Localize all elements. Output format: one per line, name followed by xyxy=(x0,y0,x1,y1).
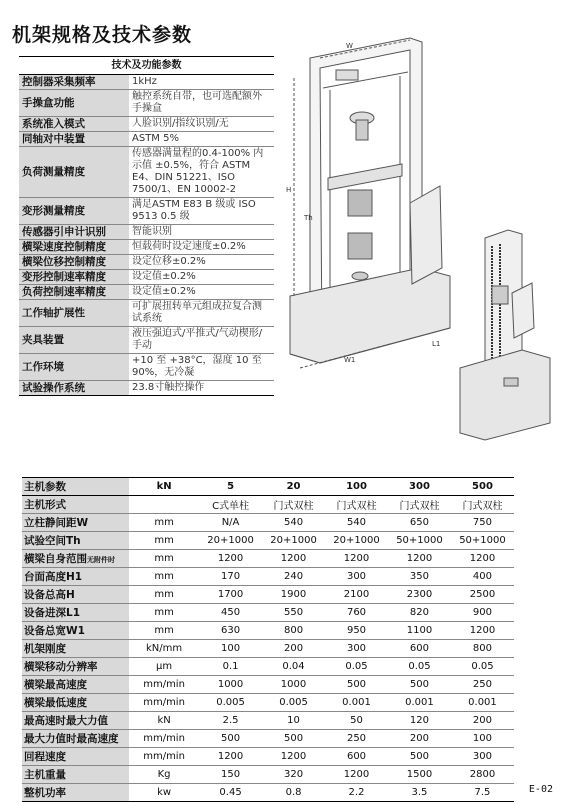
params-label xyxy=(22,496,129,514)
spec-row xyxy=(19,132,274,147)
params-unit: mm/min xyxy=(129,676,199,694)
page-number: E-02 xyxy=(528,784,553,795)
params-label-text: 台面高度H1 xyxy=(24,571,83,583)
spec-value: +10 至 +38°C，湿度 10 至 90%，无冷凝 xyxy=(129,354,274,381)
params-label xyxy=(22,640,129,658)
spec-row xyxy=(19,354,274,381)
params-value: 650 xyxy=(388,514,451,532)
params-label-note: 无附件时 xyxy=(87,556,115,564)
spec-value: 设定值±0.2% xyxy=(129,270,274,285)
params-label-text: 横梁自身范围 xyxy=(24,553,87,565)
params-value: 500 xyxy=(388,676,451,694)
params-unit: mm xyxy=(129,514,199,532)
params-value: 550 xyxy=(262,604,325,622)
params-value: 门式双柱 xyxy=(451,496,514,514)
params-unit: mm xyxy=(129,604,199,622)
params-label-text: 机架刚度 xyxy=(24,643,66,655)
params-value: 0.05 xyxy=(325,658,388,676)
params-value: 600 xyxy=(388,640,451,658)
spec-row xyxy=(19,255,274,270)
params-value: 10 xyxy=(262,712,325,730)
spec-label: 控制器采集频率 xyxy=(19,75,129,90)
params-value: 200 xyxy=(388,730,451,748)
params-row xyxy=(22,550,514,568)
params-value: 2300 xyxy=(388,586,451,604)
params-label xyxy=(22,676,129,694)
params-row xyxy=(22,694,514,712)
params-value: 0.8 xyxy=(262,784,325,802)
params-unit xyxy=(129,496,199,514)
spec-value: 设定值±0.2% xyxy=(129,285,274,300)
spec-value: 智能识别 xyxy=(129,225,274,240)
params-value: 600 xyxy=(325,748,388,766)
spec-row xyxy=(19,225,274,240)
spec-table-header: 技术及功能参数 xyxy=(19,57,274,75)
params-unit: Kg xyxy=(129,766,199,784)
params-label-text: 回程速度 xyxy=(24,751,66,763)
params-unit: mm/min xyxy=(129,748,199,766)
params-unit: kN xyxy=(129,712,199,730)
params-value: 800 xyxy=(451,640,514,658)
spec-value: 液压强迫式/平推式/气动楔形/手动 xyxy=(129,327,274,354)
spec-table-header-row xyxy=(19,57,274,75)
params-value: 0.001 xyxy=(388,694,451,712)
params-row xyxy=(22,766,514,784)
params-value: 门式双柱 xyxy=(388,496,451,514)
params-unit: mm xyxy=(129,568,199,586)
spec-row xyxy=(19,270,274,285)
spec-row xyxy=(19,240,274,255)
params-row xyxy=(22,586,514,604)
single-column-machine xyxy=(460,230,550,440)
params-value: 200 xyxy=(262,640,325,658)
params-value: 500 xyxy=(325,676,388,694)
params-value: 50+1000 xyxy=(451,532,514,550)
params-value: 950 xyxy=(325,622,388,640)
params-value: 20+1000 xyxy=(262,532,325,550)
params-value: 500 xyxy=(199,730,262,748)
params-value: 750 xyxy=(451,514,514,532)
params-label-text: 横梁移动分辨率 xyxy=(24,661,98,673)
spec-label: 同轴对中装置 xyxy=(19,132,129,147)
params-value: 门式双柱 xyxy=(325,496,388,514)
spec-label: 变形测量精度 xyxy=(19,198,129,225)
spec-row xyxy=(19,147,274,198)
params-value: 450 xyxy=(199,604,262,622)
params-value: 1200 xyxy=(325,766,388,784)
params-value: 300 xyxy=(325,568,388,586)
params-value: 1200 xyxy=(199,550,262,568)
spec-value: 触控系统自带，也可选配额外手操盒 xyxy=(129,90,274,117)
params-header-cell: 20 xyxy=(262,478,325,496)
params-header-cell: 5 xyxy=(199,478,262,496)
machine-illustration xyxy=(260,28,560,448)
params-label xyxy=(22,514,129,532)
params-unit: mm xyxy=(129,550,199,568)
params-label-text: 横梁最高速度 xyxy=(24,679,87,691)
params-value: 0.005 xyxy=(262,694,325,712)
params-value: 1200 xyxy=(262,550,325,568)
params-value: 50 xyxy=(325,712,388,730)
params-value: 3.5 xyxy=(388,784,451,802)
params-value: 300 xyxy=(325,640,388,658)
params-label xyxy=(22,730,129,748)
params-value: 300 xyxy=(451,748,514,766)
params-value: 1200 xyxy=(325,550,388,568)
params-value: 1000 xyxy=(262,676,325,694)
params-value: 540 xyxy=(325,514,388,532)
params-row xyxy=(22,730,514,748)
params-label-text: 立柱静间距W xyxy=(24,517,89,529)
params-value: 250 xyxy=(451,676,514,694)
params-value: 1200 xyxy=(388,550,451,568)
params-value: 500 xyxy=(262,730,325,748)
spec-label: 横梁速度控制精度 xyxy=(19,240,129,255)
params-label-text: 主机重量 xyxy=(24,769,66,781)
params-row xyxy=(22,748,514,766)
params-label xyxy=(22,694,129,712)
params-row xyxy=(22,658,514,676)
params-header-row xyxy=(22,478,514,496)
params-label xyxy=(22,712,129,730)
params-value: 1100 xyxy=(388,622,451,640)
spec-value: 可扩展扭转单元组成拉复合测试系统 xyxy=(129,300,274,327)
params-value: 630 xyxy=(199,622,262,640)
params-value: 7.5 xyxy=(451,784,514,802)
spec-label: 负荷控制速率精度 xyxy=(19,285,129,300)
dim-w1-label: W1 xyxy=(344,356,356,364)
spec-value: ASTM 5% xyxy=(129,132,274,147)
spec-label: 工作轴扩展性 xyxy=(19,300,129,327)
params-label-text: 设备进深L1 xyxy=(24,607,80,619)
params-value: 1200 xyxy=(199,748,262,766)
params-row xyxy=(22,604,514,622)
params-value: 20+1000 xyxy=(199,532,262,550)
params-value: 2500 xyxy=(451,586,514,604)
spec-value: 设定位移±0.2% xyxy=(129,255,274,270)
spec-value: 满足ASTM E83 B 级或 ISO 9513 0.5 级 xyxy=(129,198,274,225)
params-value: 820 xyxy=(388,604,451,622)
params-row xyxy=(22,568,514,586)
params-value: 540 xyxy=(262,514,325,532)
params-value: 100 xyxy=(451,730,514,748)
params-unit: mm xyxy=(129,622,199,640)
params-value: 150 xyxy=(199,766,262,784)
params-row xyxy=(22,640,514,658)
params-value: 0.45 xyxy=(199,784,262,802)
spec-value: 人脸识别/指纹识别/无 xyxy=(129,117,274,132)
spec-label: 传感器引申计识别 xyxy=(19,225,129,240)
params-value: 1200 xyxy=(262,748,325,766)
spec-value: 1kHz xyxy=(129,75,274,90)
params-unit: μm xyxy=(129,658,199,676)
params-value: 1900 xyxy=(262,586,325,604)
params-value: 0.05 xyxy=(451,658,514,676)
dim-l1-label: L1 xyxy=(432,340,441,348)
params-value: 400 xyxy=(451,568,514,586)
params-value: 800 xyxy=(262,622,325,640)
spec-label: 夹具装置 xyxy=(19,327,129,354)
params-value: 0.005 xyxy=(199,694,262,712)
spec-row xyxy=(19,300,274,327)
params-value: 200 xyxy=(451,712,514,730)
params-header-cell: 主机参数 xyxy=(22,478,129,496)
params-label xyxy=(22,550,129,568)
params-label xyxy=(22,622,129,640)
params-value: C式单柱 xyxy=(199,496,262,514)
params-value: 250 xyxy=(325,730,388,748)
params-unit: mm xyxy=(129,532,199,550)
params-label-text: 最大力值时最高速度 xyxy=(24,733,119,745)
params-label xyxy=(22,568,129,586)
params-value: 1500 xyxy=(388,766,451,784)
params-value: 1200 xyxy=(451,550,514,568)
params-label-text: 设备总高H xyxy=(24,589,75,601)
params-value: 2.5 xyxy=(199,712,262,730)
params-unit: mm/min xyxy=(129,730,199,748)
spec-label: 横梁位移控制精度 xyxy=(19,255,129,270)
params-value: 2800 xyxy=(451,766,514,784)
spec-value: 恒载荷时设定速度±0.2% xyxy=(129,240,274,255)
params-value: 0.001 xyxy=(325,694,388,712)
params-value: 0.05 xyxy=(388,658,451,676)
params-value: 350 xyxy=(388,568,451,586)
params-value: 1700 xyxy=(199,586,262,604)
params-label xyxy=(22,658,129,676)
spec-row xyxy=(19,117,274,132)
dim-h-label: H xyxy=(286,186,292,194)
params-value: 1200 xyxy=(451,622,514,640)
params-header-cell: 500 xyxy=(451,478,514,496)
params-value: 1000 xyxy=(199,676,262,694)
params-label-text: 整机功率 xyxy=(24,787,66,799)
params-header-cell: kN xyxy=(129,478,199,496)
params-value: 170 xyxy=(199,568,262,586)
params-value: 0.001 xyxy=(451,694,514,712)
params-row xyxy=(22,496,514,514)
params-value: 2.2 xyxy=(325,784,388,802)
params-label-text: 最高速时最大力值 xyxy=(24,715,108,727)
spec-value: 23.8寸触控操作 xyxy=(129,381,274,396)
params-row xyxy=(22,676,514,694)
spec-label: 负荷测量精度 xyxy=(19,147,129,198)
page-title: 机架规格及技术参数 xyxy=(12,24,193,46)
params-row xyxy=(22,712,514,730)
spec-label: 系统准入模式 xyxy=(19,117,129,132)
params-value: 0.1 xyxy=(199,658,262,676)
params-value: 50+1000 xyxy=(388,532,451,550)
params-value: 900 xyxy=(451,604,514,622)
params-label xyxy=(22,766,129,784)
params-label xyxy=(22,586,129,604)
twin-column-machine xyxy=(290,38,450,368)
params-label xyxy=(22,532,129,550)
spec-row xyxy=(19,381,274,396)
params-label-text: 横梁最低速度 xyxy=(24,697,87,709)
spec-table xyxy=(19,56,274,396)
params-value: 20+1000 xyxy=(325,532,388,550)
params-header-cell: 100 xyxy=(325,478,388,496)
params-unit: mm/min xyxy=(129,694,199,712)
spec-row xyxy=(19,75,274,90)
spec-row xyxy=(19,327,274,354)
params-table xyxy=(22,477,514,802)
params-value: N/A xyxy=(199,514,262,532)
params-value: 0.04 xyxy=(262,658,325,676)
params-unit: kw xyxy=(129,784,199,802)
spec-row xyxy=(19,90,274,117)
params-unit: mm xyxy=(129,586,199,604)
params-value: 门式双柱 xyxy=(262,496,325,514)
spec-value: 传感器满量程的0.4-100% 内 示值 ±0.5%，符合 ASTM E4、DIN 51221、ISO 7500/1、EN 10002-2 xyxy=(129,147,274,198)
dim-th-label: Th xyxy=(304,214,313,222)
params-value: 120 xyxy=(388,712,451,730)
params-value: 500 xyxy=(388,748,451,766)
params-label-text: 主机形式 xyxy=(24,499,66,511)
spec-label: 变形控制速率精度 xyxy=(19,270,129,285)
params-value: 320 xyxy=(262,766,325,784)
dim-w-label: W xyxy=(346,42,353,50)
params-unit: kN/mm xyxy=(129,640,199,658)
params-label xyxy=(22,604,129,622)
params-header-cell: 300 xyxy=(388,478,451,496)
spec-row xyxy=(19,198,274,225)
params-label-text: 设备总宽W1 xyxy=(24,625,85,637)
params-value: 240 xyxy=(262,568,325,586)
params-label-text: 试验空间Th xyxy=(24,535,81,547)
params-row xyxy=(22,514,514,532)
spec-label: 手操盒功能 xyxy=(19,90,129,117)
spec-label: 工作环境 xyxy=(19,354,129,381)
params-row xyxy=(22,532,514,550)
spec-label: 试验操作系统 xyxy=(19,381,129,396)
params-row xyxy=(22,622,514,640)
params-label xyxy=(22,748,129,766)
params-value: 2100 xyxy=(325,586,388,604)
params-value: 760 xyxy=(325,604,388,622)
spec-row xyxy=(19,285,274,300)
params-value: 100 xyxy=(199,640,262,658)
